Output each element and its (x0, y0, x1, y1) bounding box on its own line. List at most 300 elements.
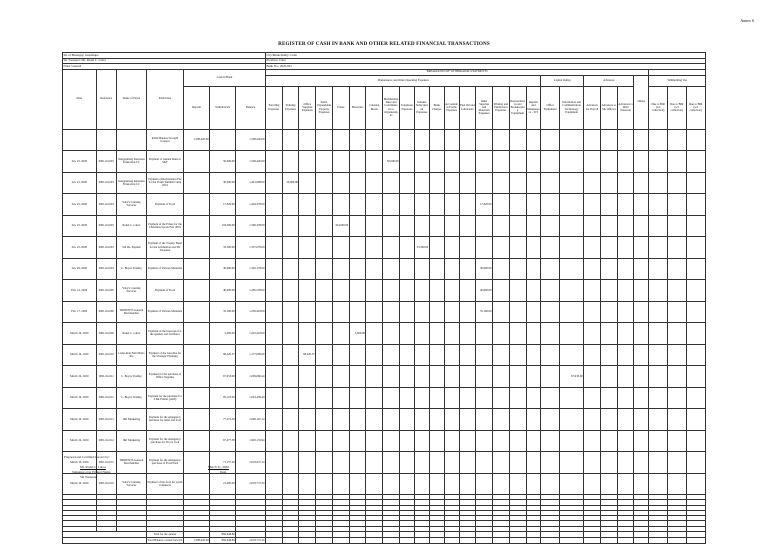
cell-breakdown (584, 172, 601, 194)
cell-breakdown (349, 172, 366, 194)
cell-breakdown (332, 258, 349, 280)
cell-breakdown: 30,900.00 (476, 258, 493, 280)
cell-breakdown (600, 280, 617, 302)
cell-withdrawals: 33,300.00 (210, 237, 236, 259)
cell-breakdown (332, 452, 349, 474)
cell-breakdown (541, 215, 560, 237)
cell-breakdown (560, 473, 584, 495)
cell-payee: Yoby's Catering Services (117, 280, 147, 302)
cell-balance: 1,491,998.00 (236, 172, 266, 194)
table-row (63, 258, 706, 280)
cell-reference: 0001-04-011 (96, 366, 116, 388)
cell-breakdown (476, 323, 493, 345)
cell-breakdown (332, 194, 349, 216)
col-mooe-sub: Accountable Forms Expenses (444, 86, 459, 129)
cell-reference: 0001-04-003 (96, 151, 116, 173)
cell-breakdown (584, 194, 601, 216)
cell-balance: 2,018,772.34 (236, 473, 266, 495)
cell-breakdown (649, 237, 668, 259)
cell-breakdown (617, 323, 634, 345)
total-deposit: 1,598,420.00 (184, 538, 210, 544)
cell-breakdown (600, 323, 617, 345)
empty-cell (299, 538, 316, 544)
cell-breakdown (667, 194, 686, 216)
cell-breakdown (493, 430, 510, 452)
cell-particulars: Payment of the Prizes for the Christmas Sports Fest 2019 (146, 215, 183, 237)
cell-breakdown (526, 172, 541, 194)
cell-breakdown (560, 151, 584, 173)
empty-cell (349, 538, 366, 544)
cell-balance: 2,018,972.14 (236, 452, 266, 474)
empty-cell (383, 538, 400, 544)
cell-breakdown (600, 409, 617, 431)
cell-breakdown (316, 237, 333, 259)
col-co-sub: Office Equipment (541, 86, 560, 129)
cell-breakdown (282, 301, 299, 323)
col-co-sub: Information and Communication Technology Equipment (560, 86, 584, 129)
cell-payee: Yoby's Catering Services (117, 194, 147, 216)
cell-breakdown (282, 387, 299, 409)
cell-breakdown (414, 301, 429, 323)
cell-breakdown (634, 280, 649, 302)
cell-date: March 19, 2020 (63, 387, 97, 409)
cell-withdrawals: 77,272.39 (210, 409, 236, 431)
cell-withdrawals: 21,200.00 (210, 473, 236, 495)
cell-breakdown (617, 301, 634, 323)
cell-breakdown (349, 473, 366, 495)
cell-date: Jan. 23, 2020 (63, 172, 97, 194)
cell-breakdown (429, 215, 444, 237)
cell-breakdown (429, 194, 444, 216)
cell-breakdown (349, 301, 366, 323)
cell-payee: TRIDENTS General Merchandise (117, 452, 147, 474)
cell-breakdown (444, 452, 459, 474)
cell-particulars: Payment of Various Materials (146, 258, 183, 280)
cell-breakdown (686, 366, 705, 388)
cell-breakdown (617, 280, 634, 302)
cell-breakdown (332, 172, 349, 194)
cell-breakdown (560, 301, 584, 323)
cell-breakdown (399, 194, 414, 216)
cell-deposit (184, 430, 210, 452)
cell-breakdown (299, 151, 316, 173)
cell-breakdown (667, 323, 686, 345)
cell-breakdown (649, 151, 668, 173)
cell-breakdown (526, 366, 541, 388)
cell-breakdown (560, 409, 584, 431)
cell-breakdown (349, 151, 366, 173)
cell-breakdown (584, 301, 601, 323)
cell-withdrawals: 50,000.00 (210, 151, 236, 173)
cell-breakdown (649, 301, 668, 323)
cell-breakdown (649, 473, 668, 495)
cell-breakdown (459, 172, 476, 194)
cell-breakdown (316, 301, 333, 323)
cell-particulars: Payment of Food (146, 194, 183, 216)
cell-date: Jan. 23, 2020 (63, 151, 97, 173)
cell-breakdown (349, 366, 366, 388)
cell-breakdown (493, 344, 510, 366)
cell-breakdown: 68,420.57 (299, 344, 316, 366)
cell-breakdown (584, 409, 601, 431)
cell-balance: 1,245,418.00 (236, 323, 266, 345)
cell-breakdown (667, 280, 686, 302)
col-mooe-sub: Repairs and Maintenance - ICT (526, 86, 541, 129)
cell-breakdown (332, 301, 349, 323)
cell-breakdown (600, 301, 617, 323)
cell-breakdown (316, 452, 333, 474)
prepared-label: Prepared and Certified Correct by: (64, 455, 110, 459)
cell-particulars: Initial Balance brought forward (146, 129, 183, 151)
cell-breakdown (316, 194, 333, 216)
cell-reference: 0001-04-003 (96, 172, 116, 194)
cell-breakdown (383, 409, 400, 431)
cell-breakdown (667, 301, 686, 323)
cell-breakdown (459, 452, 476, 474)
cell-date: Jan. 23, 2020 (63, 237, 97, 259)
cell-breakdown (509, 301, 526, 323)
cell-breakdown: 40,600.00 (476, 280, 493, 302)
cell-breakdown (383, 194, 400, 216)
cell-breakdown (526, 387, 541, 409)
cell-breakdown (493, 151, 510, 173)
cell-breakdown (509, 344, 526, 366)
cell-breakdown (349, 280, 366, 302)
empty-cell (493, 538, 510, 544)
cell-breakdown (299, 323, 316, 345)
cell-breakdown (617, 387, 634, 409)
cell-breakdown (332, 366, 349, 388)
cell-breakdown (265, 452, 282, 474)
cell-breakdown (509, 323, 526, 345)
cell-balance: 1,326,178.00 (236, 258, 266, 280)
table-row (63, 280, 706, 302)
col-wt-sub: Due to BIR (w/t collection) (686, 86, 705, 129)
cell-deposit: 1,598,420.00 (184, 129, 210, 151)
cell-breakdown (634, 323, 649, 345)
cell-breakdown (349, 129, 366, 151)
cell-payee (117, 129, 147, 151)
cell-breakdown (509, 280, 526, 302)
cell-breakdown (560, 323, 584, 345)
cell-breakdown (299, 452, 316, 474)
empty-cell (444, 538, 459, 544)
col-mooe-sub: Traveling Expenses (265, 86, 282, 129)
cell-breakdown (560, 258, 584, 280)
cell-breakdown (316, 387, 333, 409)
col-mooe-sub: Office Supplies Expenses (299, 86, 316, 129)
cell-withdrawals (210, 129, 236, 151)
cell-breakdown (493, 129, 510, 151)
cell-breakdown (399, 323, 414, 345)
cell-breakdown (383, 258, 400, 280)
cell-breakdown (509, 215, 526, 237)
cell-breakdown (316, 258, 333, 280)
cell-breakdown (459, 215, 476, 237)
cell-breakdown (584, 258, 601, 280)
cell-breakdown (509, 473, 526, 495)
cell-breakdown (476, 430, 493, 452)
cell-breakdown (399, 301, 414, 323)
cell-breakdown (667, 172, 686, 194)
cell-breakdown (366, 258, 383, 280)
header-right-info: Bank No.: 2020-001 (265, 64, 705, 70)
empty-cell (686, 538, 705, 544)
total-label: Total Balance carried forward (147, 537, 183, 542)
col-date: Date (63, 69, 97, 129)
empty-cell (476, 538, 493, 544)
cell-breakdown (584, 452, 601, 474)
cell-breakdown (414, 194, 429, 216)
cell-balance: 1,177,000.00 (236, 344, 266, 366)
annex-label: Annex 6 (740, 18, 754, 23)
cell-balance: 1,006,167.14 (236, 409, 266, 431)
col-withholding: Withholding Tax (649, 75, 706, 86)
cell-reference: 0001-04-006 (96, 301, 116, 323)
cell-breakdown (634, 172, 649, 194)
cell-date: Jan. 23, 2020 (63, 215, 97, 237)
cell-breakdown (509, 258, 526, 280)
cell-breakdown (617, 452, 634, 474)
cell-reference: 0001-04-016 (96, 473, 116, 495)
cell-breakdown (399, 172, 414, 194)
cell-breakdown (509, 430, 526, 452)
empty-cell (634, 538, 649, 544)
cell-breakdown (282, 366, 299, 388)
col-mooe-sub: Training Expenses (282, 86, 299, 129)
col-mooe-sub: Bank Charges (429, 86, 444, 129)
cell-breakdown (383, 280, 400, 302)
cell-breakdown (686, 409, 705, 431)
cell-breakdown (265, 323, 282, 345)
cell-breakdown (649, 387, 668, 409)
cell-breakdown (429, 323, 444, 345)
empty-cell (509, 538, 526, 544)
cell-reference: 0001-04-003 (96, 237, 116, 259)
cell-breakdown (366, 344, 383, 366)
cell-breakdown (383, 237, 400, 259)
cell-breakdown (584, 151, 601, 173)
treasurer-name: Mr. Rodel C. Labor (80, 465, 106, 469)
cell-breakdown (667, 387, 686, 409)
cell-breakdown (584, 280, 601, 302)
cell-breakdown (282, 237, 299, 259)
cell-reference (96, 129, 116, 151)
table-row (63, 151, 706, 173)
cell-payee: C. Boyas Trading (117, 366, 147, 388)
cell-breakdown (526, 194, 541, 216)
col-cash-in-bank: Cash in Bank (184, 69, 266, 86)
cell-breakdown (429, 387, 444, 409)
cell-breakdown (265, 280, 282, 302)
cell-date: Feb. 17, 2020 (63, 301, 97, 323)
cell-breakdown (560, 237, 584, 259)
cell-breakdown (282, 409, 299, 431)
cell-breakdown (316, 215, 333, 237)
col-mooe-sub: Honoraria (349, 86, 366, 129)
cell-withdrawals: 71,157.20 (210, 452, 236, 474)
cell-breakdown (282, 473, 299, 495)
cell-breakdown (686, 387, 705, 409)
cell-breakdown (649, 452, 668, 474)
cell-breakdown (282, 452, 299, 474)
cell-balance: 1,285,578.00 (236, 280, 266, 302)
cell-particulars: Payment of the Trophy, Band for the Graduation and SK Treasurer (146, 237, 183, 259)
cell-reference: 0001-04-005 (96, 280, 116, 302)
cell-particulars: Payment of the Gasoline for the Strategic Planning (146, 344, 183, 366)
cell-breakdown (429, 151, 444, 173)
cell-payee: Rodel C. Labor (117, 323, 147, 345)
cell-withdrawals: 68,420.57 (210, 344, 236, 366)
col-mooe-sub: Fuel Oil and Lubricants (459, 86, 476, 129)
table-row (63, 194, 706, 216)
cell-breakdown (299, 129, 316, 151)
cell-breakdown (459, 237, 476, 259)
cell-breakdown (383, 172, 400, 194)
col-reference: Reference (96, 69, 116, 129)
cell-particulars: Payment for the emergency purchase for relief and food (146, 409, 183, 431)
cell-breakdown (444, 366, 459, 388)
cell-payee: Rodel C. Labor (117, 215, 147, 237)
signature-caption: Signature over Printed Name (72, 470, 111, 474)
cell-breakdown (429, 344, 444, 366)
cell-breakdown (526, 452, 541, 474)
cell-breakdown (265, 387, 282, 409)
cell-date (63, 129, 97, 151)
cell-breakdown (526, 409, 541, 431)
cell-deposit (184, 452, 210, 474)
cell-breakdown (584, 387, 601, 409)
cell-breakdown (526, 215, 541, 237)
cell-reference: 0001-04-009 (96, 323, 116, 345)
col-mooe-sub: Semi-Expendable Property Expenses (316, 86, 333, 129)
cell-breakdown: 5,000.00 (349, 323, 366, 345)
col-withdrawals: Withdrawals (210, 86, 236, 129)
cell-breakdown (541, 258, 560, 280)
cell-reference: 0001-04-003 (96, 215, 116, 237)
cell-withdrawals: 30,900.00 (210, 258, 236, 280)
empty-cell (600, 538, 617, 544)
cell-breakdown (584, 129, 601, 151)
cell-breakdown (600, 344, 617, 366)
cell-reference: 0001-04-013 (96, 409, 116, 431)
cell-breakdown (686, 237, 705, 259)
total-withdrawals: 884,648.86 (210, 532, 236, 538)
header-right-info: City/Municipality: Cebu (265, 53, 705, 59)
cell-breakdown (429, 258, 444, 280)
cell-reference: 0001-04-012 (96, 387, 116, 409)
cell-breakdown (399, 473, 414, 495)
cell-breakdown (444, 409, 459, 431)
cell-breakdown (686, 258, 705, 280)
cell-breakdown (282, 344, 299, 366)
cell-breakdown (444, 194, 459, 216)
cell-breakdown (265, 301, 282, 323)
cell-breakdown (649, 215, 668, 237)
cell-breakdown (383, 366, 400, 388)
cell-breakdown (634, 301, 649, 323)
table-row (63, 344, 706, 366)
cell-breakdown (476, 129, 493, 151)
cell-breakdown (526, 129, 541, 151)
empty-cell (667, 538, 686, 544)
cell-breakdown (444, 387, 459, 409)
cell-reference: 0001-04-014 (96, 430, 116, 452)
empty-cell (526, 538, 541, 544)
table-row (63, 366, 706, 388)
cell-breakdown (493, 301, 510, 323)
cell-breakdown (509, 237, 526, 259)
cell-breakdown (686, 194, 705, 216)
cell-breakdown (667, 151, 686, 173)
cell-breakdown (414, 430, 429, 452)
cell-breakdown (634, 409, 649, 431)
cell-balance: 1,598,420.00 (236, 129, 266, 151)
cell-breakdown (686, 452, 705, 474)
cell-withdrawals: 85,123.00 (210, 387, 236, 409)
cell-breakdown (493, 215, 510, 237)
cell-payee: C. Boyas Trading (117, 387, 147, 409)
cell-breakdown (560, 194, 584, 216)
cell-withdrawals: 17,620.00 (210, 194, 236, 216)
cell-breakdown (634, 258, 649, 280)
cell-balance: 1,250,418.00 (236, 301, 266, 323)
cell-breakdown (399, 215, 414, 237)
cell-breakdown (617, 172, 634, 194)
col-mooe: Maintenance and Other Operating Expenses (265, 75, 540, 86)
cell-breakdown (366, 387, 383, 409)
cell-breakdown (617, 129, 634, 151)
cell-breakdown (332, 430, 349, 452)
cell-breakdown (429, 473, 444, 495)
col-mooe-sub: Telephone Expenses (399, 86, 414, 129)
cell-breakdown (560, 172, 584, 194)
cell-payee: Sid Da. Espinal (117, 237, 147, 259)
certified-date: March 31, 2020 (208, 465, 229, 469)
cell-breakdown (493, 473, 510, 495)
cell-breakdown (399, 280, 414, 302)
cell-breakdown (686, 344, 705, 366)
cell-withdrawals: 35,160.00 (210, 301, 236, 323)
cell-breakdown (429, 129, 444, 151)
cell-withdrawals: 67,477.38 (210, 430, 236, 452)
cell-breakdown (265, 172, 282, 194)
col-advances: Advances (584, 75, 634, 86)
cell-breakdown (509, 172, 526, 194)
cell-breakdown (541, 129, 560, 151)
col-deposit: Deposit (184, 86, 210, 129)
cell-breakdown (649, 323, 668, 345)
cell-breakdown (332, 387, 349, 409)
cell-breakdown (686, 430, 705, 452)
cell-breakdown (282, 215, 299, 237)
cell-breakdown (476, 366, 493, 388)
cell-balance: 1,494,378.00 (236, 194, 266, 216)
cell-breakdown (444, 301, 459, 323)
cell-breakdown: 17,620.00 (476, 194, 493, 216)
cell-breakdown (459, 430, 476, 452)
cell-breakdown (332, 280, 349, 302)
cell-breakdown (316, 409, 333, 431)
cell-breakdown (444, 215, 459, 237)
cell-breakdown (366, 301, 383, 323)
cell-breakdown (299, 473, 316, 495)
cell-withdrawals: 104,000.00 (210, 215, 236, 237)
cell-breakdown (349, 452, 366, 474)
cell-balance: 1,993,133.94 (236, 430, 266, 452)
cell-breakdown (299, 194, 316, 216)
cell-breakdown (541, 366, 560, 388)
